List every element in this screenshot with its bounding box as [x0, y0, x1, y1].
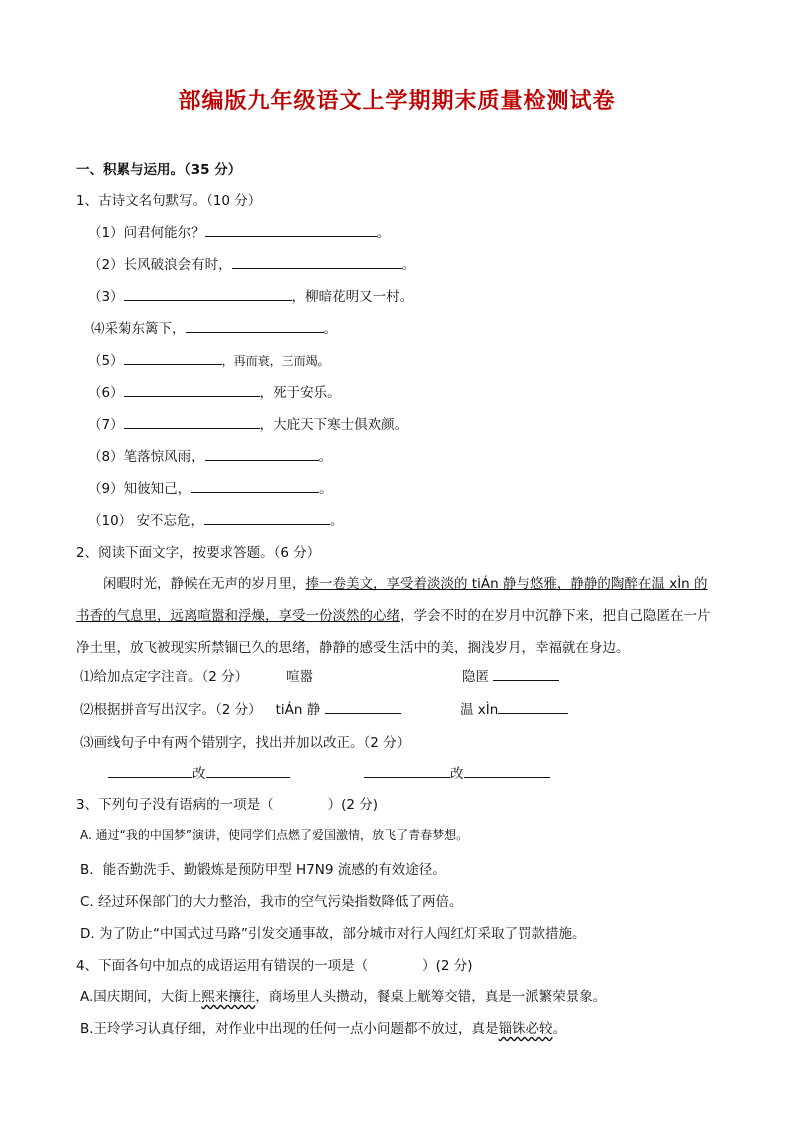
- subquestion-2-word-2: [460, 698, 568, 718]
- answer-blank[interactable]: [186, 318, 324, 333]
- subquestion-2: [80, 698, 401, 718]
- item-text: （7）: [88, 417, 124, 433]
- poem-item-9: [88, 477, 333, 497]
- answer-blank[interactable]: [498, 699, 568, 714]
- option-b: B．能否勤洗手、勤锻炼是预防甲型 H7N9 流感的有效途径。: [80, 862, 446, 878]
- answer-blank[interactable]: [124, 286, 292, 301]
- question-3-stem: 3、下列句子没有语病的一项是（ ）(2 分): [76, 797, 379, 813]
- option-d: D. 为了防止“中国式过马路”引发交通事故，部分城市对行人闯红灯采取了罚款措施。: [80, 926, 586, 942]
- poem-item-1: [88, 221, 390, 241]
- poem-item-6: [88, 381, 341, 401]
- item-text: 。: [318, 449, 333, 465]
- item-text: （2）长风破浪会有时，: [88, 257, 232, 273]
- subquestion-1: [80, 665, 313, 685]
- option-text: A.国庆期间，大街上: [80, 989, 202, 1005]
- item-text: ，再而衰，三而竭。: [221, 354, 330, 368]
- word-yinni: 隐匿: [462, 669, 489, 685]
- item-text: ，柳暗花明又一村。: [291, 289, 414, 305]
- question-4-stem: 4、下面各句中加点的成语运用有错误的一项是（ ）(2 分): [76, 958, 473, 974]
- item-text: （5）: [88, 353, 124, 369]
- item-text: 。: [376, 225, 391, 241]
- item-text: ，大庇天下寒士俱欢颜。: [259, 417, 409, 433]
- answer-blank[interactable]: [493, 666, 559, 681]
- item-text: 。: [319, 481, 333, 497]
- reading-passage: [76, 568, 721, 664]
- correction-row: [108, 762, 290, 782]
- correction-row-2: [364, 762, 550, 782]
- item-text: ，死于安乐。: [259, 385, 341, 401]
- poem-item-5: [88, 349, 330, 369]
- dotted-idiom: 熙来攘往: [201, 989, 256, 1005]
- option-text: B.王玲学习认真仔细，对作业中出现的任何一点小问题都不放过，真是: [80, 1021, 499, 1037]
- pinyin-word-1: tiÁn 静: [275, 702, 321, 718]
- gai-label: 改: [450, 766, 464, 782]
- question-1-stem: 1、古诗文名句默写。（10 分）: [76, 193, 262, 209]
- subquestion-3: ⑶画线句子中有两个错别字，找出并加以改正。（2 分）: [80, 735, 411, 751]
- dotted-idiom: 锱铢必较: [498, 1021, 553, 1037]
- passage-text: 闲暇时光，静候在无声的岁月里，: [103, 576, 306, 592]
- item-text: 。: [323, 321, 337, 337]
- option-text: 。: [552, 1021, 567, 1037]
- poem-item-7: [88, 413, 408, 433]
- answer-blank[interactable]: [204, 510, 330, 525]
- item-text: （10） 安不忘危，: [88, 513, 204, 529]
- subquestion-text: ⑴给加点定字注音。（2 分）: [80, 669, 249, 685]
- answer-blank[interactable]: [205, 222, 377, 237]
- answer-blank[interactable]: [124, 382, 260, 397]
- poem-item-10: [88, 509, 343, 529]
- passage-text: ，学会不时的在岁月中沉静下来，把自己隐匿在一片净土里，放飞被现实所禁锢已久的思绪，静静的感受生活中的美，搁浅岁月，幸福就在身边。: [76, 608, 711, 656]
- option-a: A. 通过“我的中国梦”演讲，使同学们点燃了爱国激情，放飞了青春梦想。: [80, 828, 469, 842]
- question-2-stem: 2、阅读下面文字，按要求答题。（6 分）: [76, 545, 321, 561]
- section-heading: 一、积累与运用。（35 分）: [76, 162, 242, 178]
- item-text: （6）: [88, 385, 124, 401]
- item-text: （9）知彼知己，: [88, 481, 192, 497]
- poem-item-3: [88, 285, 413, 305]
- answer-blank[interactable]: [108, 763, 192, 778]
- underlined-sentence: 捧一卷美文，享受着淡淡的 tiÁn 静与悠雅，静静的陶醉在温 xÌn 的书香的气息里，远离喧嚣和浮燥，享受一份淡然的心绪: [76, 576, 708, 624]
- answer-blank[interactable]: [464, 763, 550, 778]
- answer-blank[interactable]: [205, 446, 319, 461]
- answer-blank[interactable]: [325, 699, 401, 714]
- item-text: ⑷采菊东篱下，: [91, 321, 186, 337]
- word-xuanxiao: 喧嚣: [286, 669, 314, 685]
- answer-blank[interactable]: [364, 763, 450, 778]
- answer-blank[interactable]: [124, 350, 222, 365]
- page-title: 部编版九年级语文上学期期末质量检测试卷: [178, 89, 616, 114]
- poem-item-2: [88, 253, 415, 273]
- gai-label: 改: [192, 766, 206, 782]
- option-c: C. 经过环保部门的大力整治，我市的空气污染指数降低了两倍。: [80, 894, 463, 910]
- poem-item-4: [91, 317, 337, 337]
- item-text: （8）笔落惊风雨，: [88, 449, 205, 465]
- option-text: ，商场里人头攒动，餐桌上觥筹交错，真是一派繁荣景象。: [255, 989, 607, 1005]
- item-text: 。: [329, 513, 344, 529]
- subquestion-text: ⑵根据拼音写出汉字。（2 分）: [80, 702, 262, 718]
- poem-item-8: [88, 445, 332, 465]
- answer-blank[interactable]: [124, 414, 260, 429]
- answer-blank[interactable]: [206, 763, 290, 778]
- item-text: 。: [401, 257, 416, 273]
- option-b: [80, 1017, 566, 1037]
- answer-blank[interactable]: [191, 478, 319, 493]
- item-text: （1）问君何能尔？: [88, 225, 205, 241]
- subquestion-1-word-2: [462, 665, 559, 685]
- answer-blank[interactable]: [232, 254, 402, 269]
- item-text: （3）: [88, 289, 124, 305]
- option-a: [80, 985, 606, 1005]
- pinyin-word-2: 温 xÌn: [460, 702, 499, 718]
